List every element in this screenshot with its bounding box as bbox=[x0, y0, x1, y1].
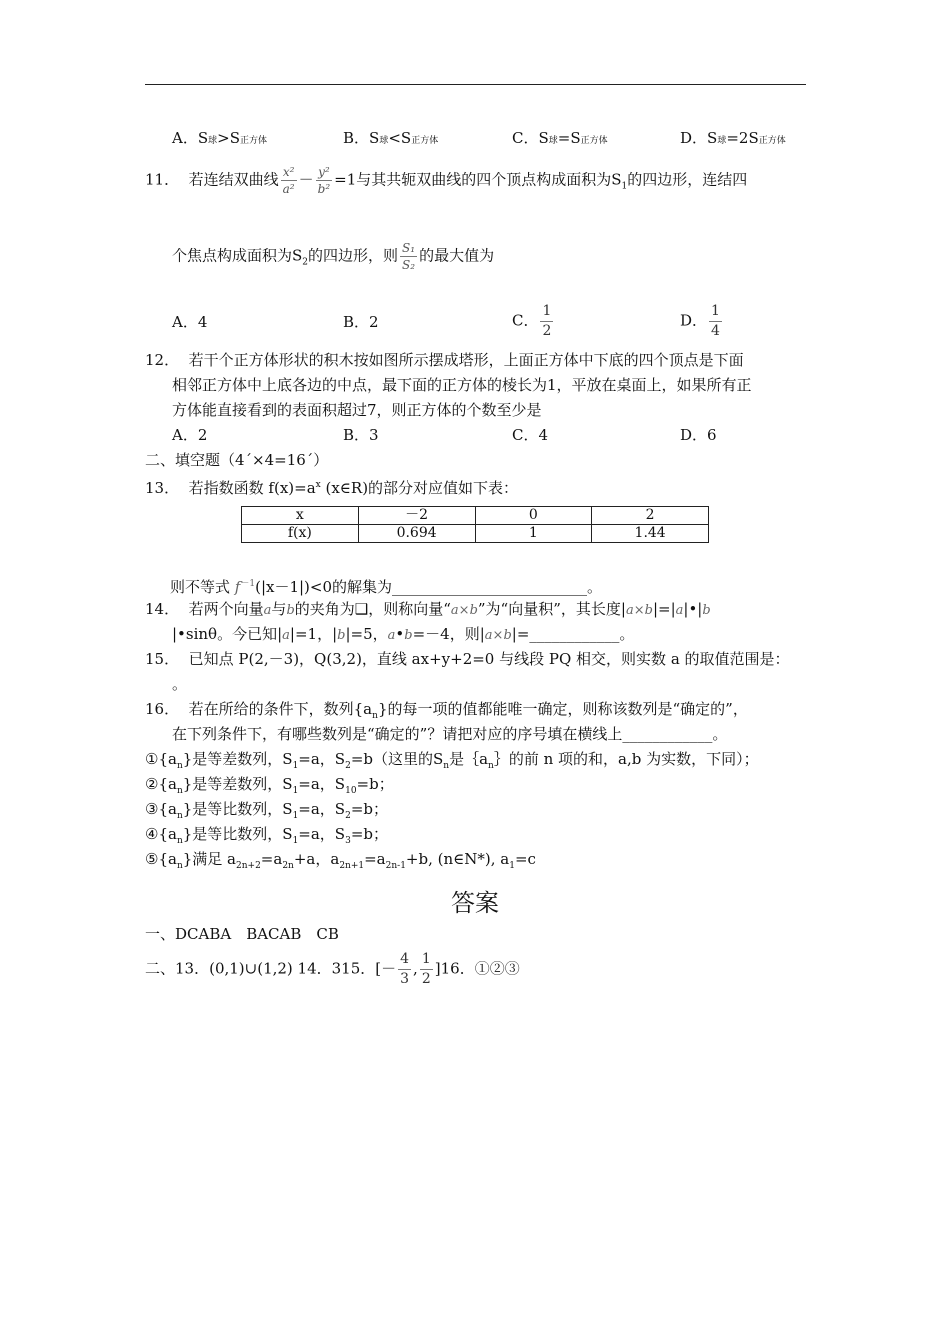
q11-line2: 个焦点构成面积为$S_2$的四边形，则 $\frac{\text{S₁}}{\text{S₂}}$ 的最大值为 bbox=[172, 241, 495, 272]
q11-option-d: D． $\frac{1}{4}$ bbox=[680, 303, 720, 339]
q11-y-fraction: $\frac{\text{y²}}{\text{b²}}$ bbox=[317, 165, 331, 196]
table-cell: f(x) bbox=[242, 525, 359, 543]
table-cell: 1 bbox=[475, 525, 592, 543]
q11-ratio-fraction: $\frac{\text{S₁}}{\text{S₂}}$ bbox=[402, 241, 416, 272]
header-rule bbox=[145, 84, 806, 85]
section-fill-in-heading: 二、填空题（4´×4=16´） bbox=[145, 451, 329, 469]
q13-line2: 则不等式 $f^{-1}(|x-1|)<0$的解集为__________________________。 bbox=[170, 578, 603, 596]
answer-fraction-1-2: $\frac{1}{2}$ bbox=[421, 951, 431, 987]
table-cell: －2 bbox=[358, 507, 475, 525]
table-cell: 2 bbox=[592, 507, 709, 525]
answers-line1: 一、DCABA BACAB CB bbox=[145, 925, 339, 943]
q11-c-fraction: $\frac{1}{2}$ bbox=[542, 303, 552, 339]
q11-option-b: B．2 bbox=[343, 313, 379, 331]
answers-line2: 二、13．(0,1)∪(1,2) 14．315．[－ $\frac{4}{3}$ , $\frac{1}{2}$ ]16．①②③ bbox=[145, 951, 520, 987]
q10-option-b: B．S球<S正方体 bbox=[343, 129, 439, 147]
q13-line1: 13． 若指数函数 $f(x)=a^x$ (x∈R)的部分对应值如下表： bbox=[145, 479, 519, 497]
q15-line2: 。 bbox=[172, 675, 188, 693]
q16-condition-4: $④\{a_n\}$是等比数列，$S_1=a$，$S_3=b$； bbox=[145, 825, 388, 846]
answer-fraction-4-3: $\frac{4}{3}$ bbox=[400, 951, 410, 987]
q11-option-a: A．4 bbox=[172, 313, 208, 331]
table-cell: 0.694 bbox=[358, 525, 475, 543]
q10-option-c: C．S球=S正方体 bbox=[512, 129, 608, 147]
q12-option-c: C．4 bbox=[512, 426, 549, 444]
q16-condition-3: $③\{a_n\}$是等比数列，$S_1=a$，$S_2=b$； bbox=[145, 800, 388, 821]
q16-condition-2: $②\{a_n\}$是等差数列，$S_1=a$，$S_{10}=b$； bbox=[145, 775, 394, 796]
q11-option-c: C． $\frac{1}{2}$ bbox=[512, 303, 552, 339]
q11-line1: 11． 若连结双曲线 $\frac{\text{x²}}{\text{a²}}$ － $\frac{\text{y²}}{\text{b²}}$ =1与其共轭双曲线的四个顶点构成面积为$S_1$的四边形，连结四 bbox=[145, 165, 748, 196]
table-cell: x bbox=[242, 507, 359, 525]
q14-line2: |•sinθ。今已知|a|=1，|b|=5，a•b=－4，则|a×b|=____________。 bbox=[172, 625, 635, 643]
q10-option-d: D．S球=2S正方体 bbox=[680, 129, 786, 147]
q15-line1: 15． 已知点 P(2,－3)，Q(3,2)，直线 ax+y+2=0 与线段 PQ 相交，则实数 a 的取值范围是： bbox=[145, 650, 790, 668]
q11-x-fraction: $\frac{\text{x²}}{\text{a²}}$ bbox=[282, 165, 295, 196]
q12-option-d: D．6 bbox=[680, 426, 717, 444]
q12-option-a: A．2 bbox=[172, 426, 208, 444]
q11-d-fraction: $\frac{1}{4}$ bbox=[711, 303, 720, 339]
table-row bbox=[242, 507, 709, 525]
q14-line1: 14． 若两个向量a与b的夹角为❑，则称向量“a×b”为“向量积”，其长度|a×b|=|a|•|b bbox=[145, 600, 711, 618]
answer-title: 答案 bbox=[451, 889, 499, 917]
table-cell: 1.44 bbox=[592, 525, 709, 543]
q12-line2: 相邻正方体中上底各边的中点，最下面的正方体的棱长为1，平放在桌面上，如果所有正 bbox=[172, 376, 752, 394]
q12-line3: 方体能直接看到的表面积超过7，则正方体的个数至少是 bbox=[172, 401, 542, 419]
q12-option-b: B．3 bbox=[343, 426, 379, 444]
table-row bbox=[242, 525, 709, 543]
q10-option-a: A．S球>S正方体 bbox=[172, 129, 267, 147]
q16-line2: 在下列条件下，有哪些数列是“确定的”？请把对应的序号填在横线上____________。 bbox=[172, 725, 728, 743]
q16-line1: 16． 若在所给的条件下，数列$\{a_n\}$的每一项的值都能唯一确定，则称该数列是“确定的”， bbox=[145, 700, 748, 721]
q12-line1: 12． 若干个正方体形状的积木按如图所示摆成塔形，上面正方体中下底的四个顶点是下面 bbox=[145, 351, 744, 369]
q16-condition-5: $⑤\{a_n\}$满足 $a_{2n+2}=a_{2n}+a$，$a_{2n+1}=a_{2n-1}+b$, (n∈N*), $a_1=c$ bbox=[145, 850, 536, 871]
table-cell: 0 bbox=[475, 507, 592, 525]
q13-value-table bbox=[241, 506, 709, 543]
q16-condition-1: $①\{a_n\}$是等差数列，$S_1=a$，$S_2=b$（这里的$S_n$是$\{a_n\}$的前 n 项的和，a,b 为实数，下同）； bbox=[145, 750, 759, 771]
